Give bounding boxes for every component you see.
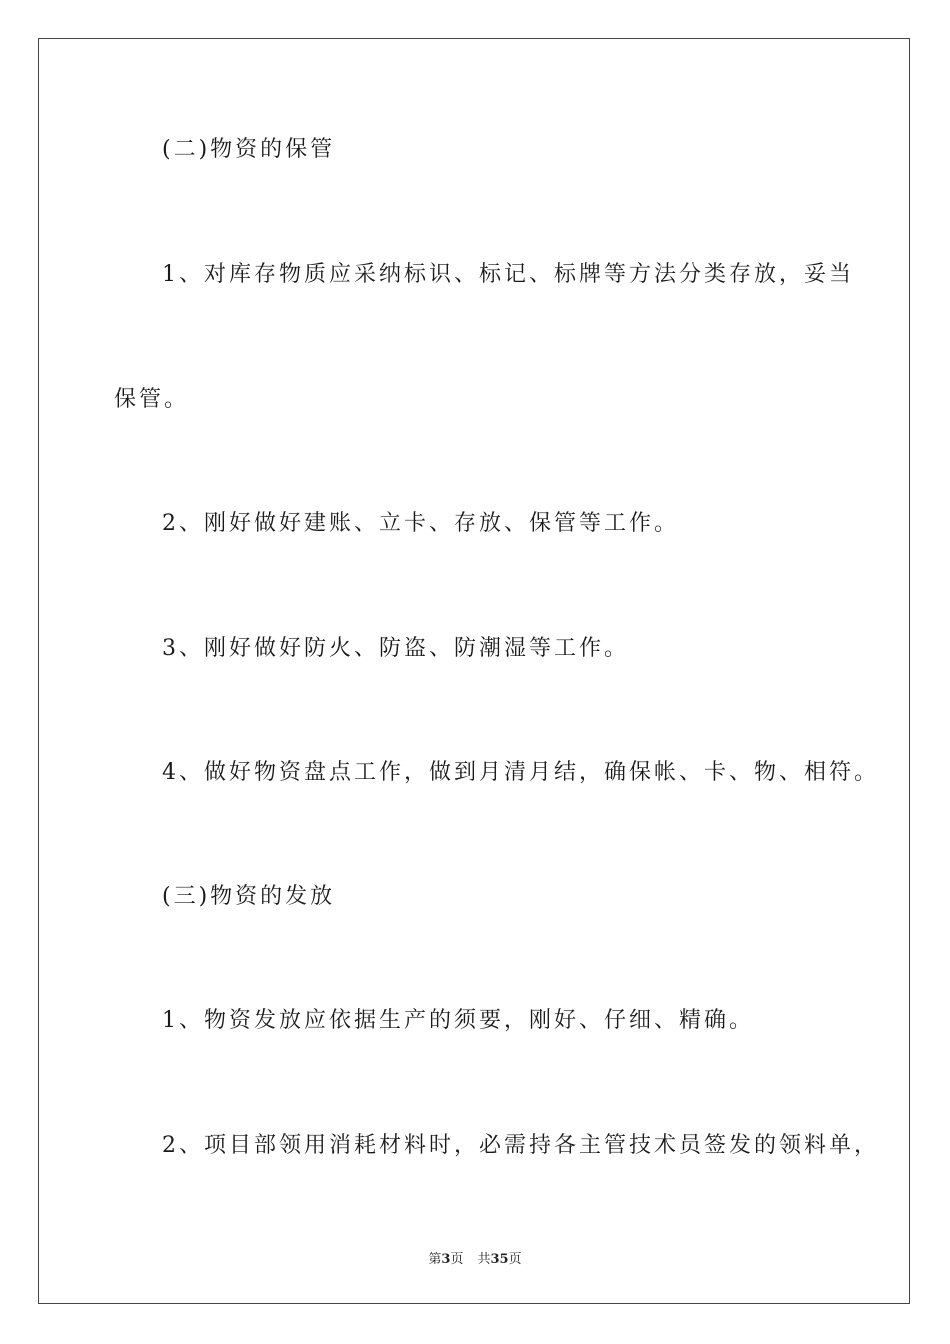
paragraph-storage-3: 3、刚好做好防火、防盗、防潮湿等工作。 (162, 636, 629, 661)
paragraph-storage-4: 4、做好物资盘点工作，做到月清月结，确保帐、卡、物、相符。 (162, 760, 879, 785)
paragraph-storage-2: 2、刚好做好建账、立卡、存放、保管等工作。 (162, 511, 679, 536)
footer-total-prefix: 共 (477, 1252, 491, 1267)
paragraph-storage-1-continued: 保管。 (114, 387, 190, 412)
footer-total-pages: 35 (490, 1252, 509, 1267)
paragraph-distribution-2: 2、项目部领用消耗材料时，必需持各主管技术员签发的领料单， (162, 1133, 879, 1158)
footer-page-number: 3 (441, 1252, 451, 1267)
section-heading-storage: (二)物资的保管 (162, 137, 336, 162)
paragraph-storage-1: 1、对库存物质应采纳标识、标记、标牌等方法分类存放，妥当 (162, 262, 854, 287)
page-footer (0, 1248, 950, 1267)
paragraph-distribution-1: 1、物资发放应依据生产的须要，刚好、仔细、精确。 (162, 1008, 754, 1033)
footer-page-prefix: 第 (428, 1252, 442, 1267)
footer-page-suffix: 页 (450, 1252, 464, 1267)
page-border (38, 38, 910, 1304)
section-heading-distribution: (三)物资的发放 (162, 884, 336, 909)
footer-total-suffix: 页 (508, 1252, 522, 1267)
